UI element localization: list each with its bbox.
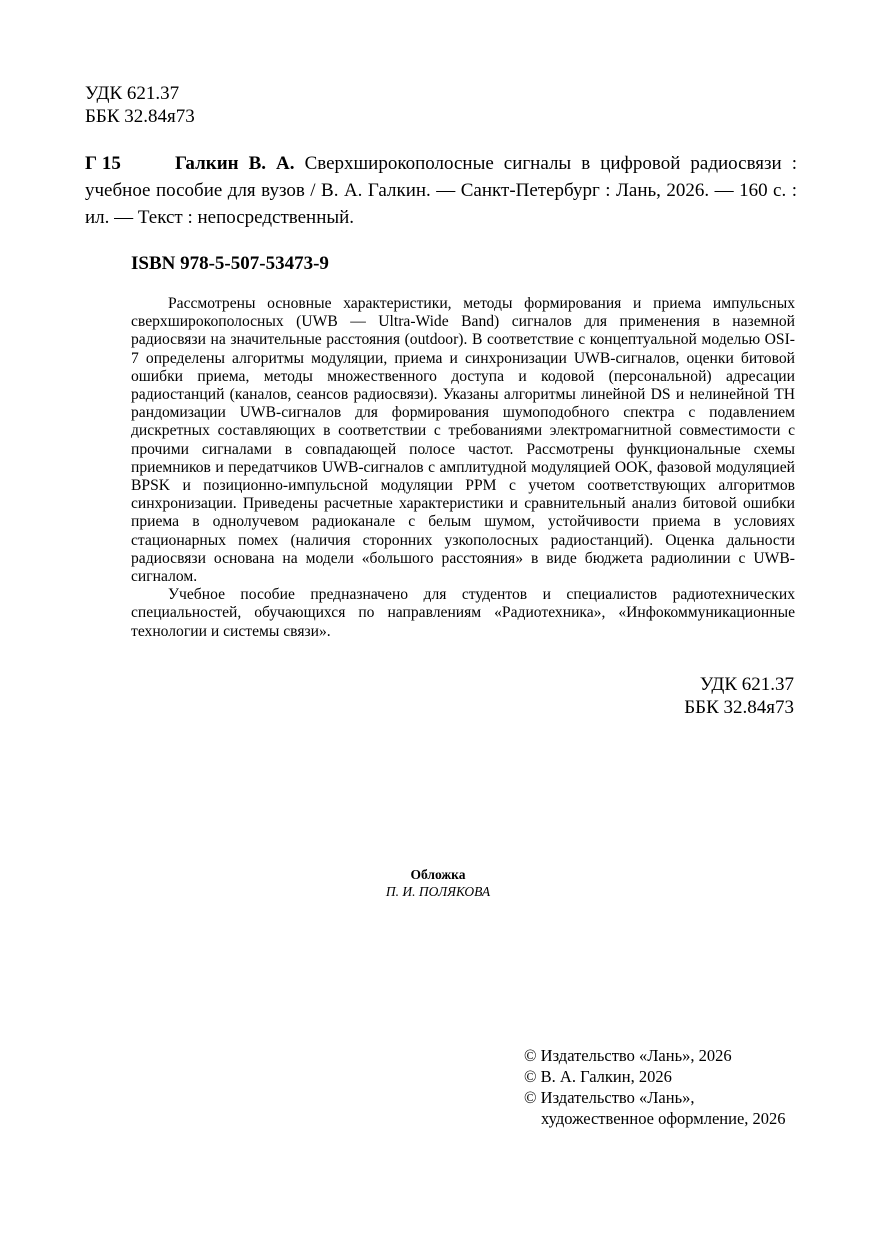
author-name: Галкин В. А. bbox=[175, 153, 295, 174]
udk-code: УДК 621.37 bbox=[699, 674, 794, 695]
classification-top bbox=[85, 82, 195, 128]
udk-code: УДК 621.37 bbox=[85, 83, 180, 104]
cover-designer: П. И. ПОЛЯКОВА bbox=[385, 884, 491, 899]
abstract bbox=[131, 295, 795, 641]
bbk-code: ББК 32.84я73 bbox=[684, 697, 794, 718]
cover-credit bbox=[0, 866, 876, 900]
cover-label: Обложка bbox=[410, 867, 466, 882]
copyright-line: © В. А. Галкин, 2026 bbox=[524, 1067, 672, 1086]
bbk-code: ББК 32.84я73 bbox=[85, 106, 195, 127]
abstract-paragraph: Учебное пособие предназначено для студентов и специалистов радиотехнических специальностей, обучающихся по направлениям «Радиотехника», «Инфокоммуникационные технологии и системы связи». bbox=[131, 586, 795, 640]
bibliographic-entry bbox=[85, 150, 797, 231]
abstract-paragraph: Рассмотрены основные характеристики, методы формирования и приема импульсных сверхширокополосных (UWB — Ultra-Wide Band) сигналов для применения в наземной радиосвязи на значительные расстояния (outdoor). В соответствие с концептуальной моделью OSI-7 определены алгоритмы модуляции, приема и синхронизации UWB-сигналов, оценки битовой ошибки приема, методы множественного доступа и кодовой (персональной) адресации радиостанций (каналов, сеансов радиосвязи). Указаны алгоритмы линейной DS и нелинейной TH рандомизации UWB-сигналов для формирования шумоподобного спектра с подавлением дискретных составляющих в соответствии с требованиями электромагнитной совместимости с прочими сигналами в совпадающей полосе частот. Рассмотрены функциональные схемы приемников и передатчиков UWB-сигналов с амплитудной модуляцией OOK, фазовой модуляцией BPSK и позиционно-импульсной модуляции PPM с учетом соответствующих алгоритмов синхронизации. Приведены расчетные характеристики и сравнительный анализ битовой ошибки приема в однолучевом радиоканале с белым шумом, устойчивости приема в условиях стационарных помех (наличия сторонних узкополосных радиостанций). Оценка дальности радиосвязи основана на модели «большого расстояния» в виде бюджета радиолинии с UWB-сигналом. bbox=[131, 295, 795, 586]
copyright-line: художественное оформление, 2026 bbox=[541, 1109, 786, 1128]
copyright-line: © Издательство «Лань», 2026 bbox=[524, 1046, 732, 1065]
copyright-block bbox=[524, 1045, 786, 1129]
isbn: ISBN 978-5-507-53473-9 bbox=[131, 253, 329, 274]
bibliographic-description bbox=[85, 150, 797, 231]
classification-bottom bbox=[684, 673, 794, 719]
author-mark: Г 15 bbox=[85, 153, 121, 174]
book-description: Сверхширокополосные сигналы в цифровой радиосвязи : учебное пособие для вузов / В. А. Галкин. — Санкт-Петербург : Лань, 2026. — 160 с. : ил. — Текст : непосредственный. bbox=[85, 153, 798, 228]
copyright-line: © Издательство «Лань», bbox=[524, 1088, 695, 1107]
